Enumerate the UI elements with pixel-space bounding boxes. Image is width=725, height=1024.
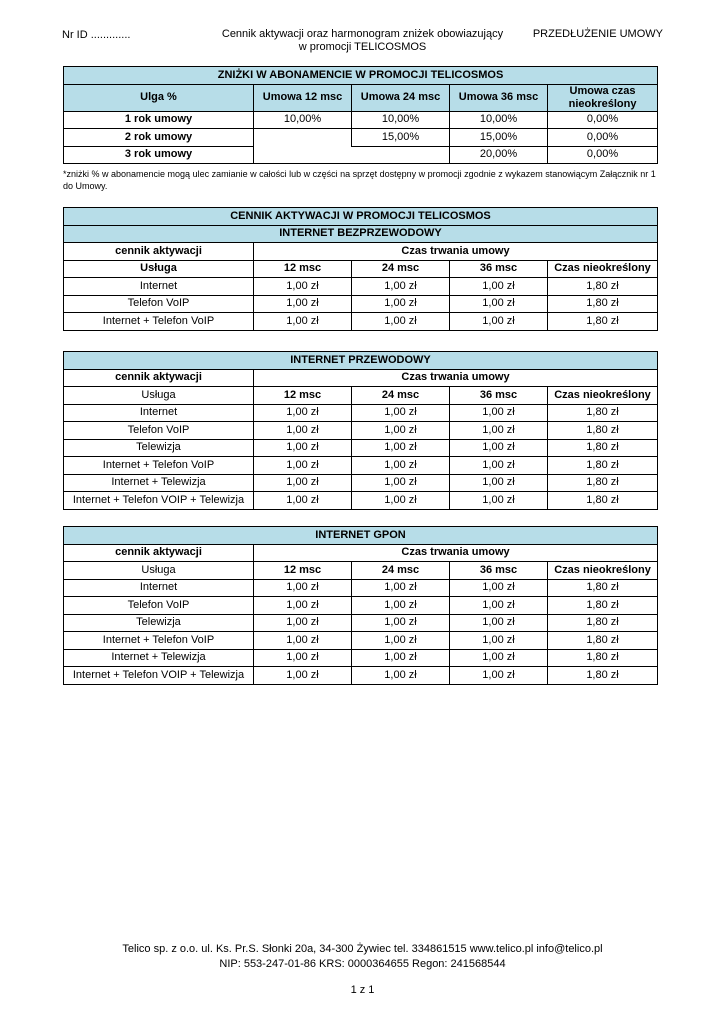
- price-cell: 1,80 zł: [548, 404, 658, 422]
- table-row: [64, 439, 658, 457]
- price-cell: 1,00 zł: [450, 649, 548, 667]
- price-cell: 1,80 zł: [548, 278, 658, 296]
- cell-value: 0,00%: [548, 129, 658, 147]
- cell-value: 0,00%: [548, 146, 658, 164]
- price-cell: 1,00 zł: [254, 295, 352, 313]
- col-header-ulga: Ulga %: [64, 84, 254, 111]
- cell-empty: [254, 146, 450, 164]
- table-row: [64, 422, 658, 440]
- price-cell: 1,80 zł: [548, 457, 658, 475]
- price-cell: 1,00 zł: [352, 597, 450, 615]
- service-name: Internet + Telewizja: [64, 649, 254, 667]
- price-cell: 1,00 zł: [450, 422, 548, 440]
- document-type: PRZEDŁUŻENIE UMOWY: [532, 28, 663, 40]
- price-cell: 1,00 zł: [352, 474, 450, 492]
- price-cell: 1,00 zł: [450, 597, 548, 615]
- czas-label: Czas trwania umowy: [254, 544, 658, 562]
- price-cell: 1,80 zł: [548, 295, 658, 313]
- service-name: Telefon VoIP: [64, 597, 254, 615]
- table-row: [64, 492, 658, 510]
- price-cell: 1,00 zł: [450, 614, 548, 632]
- cell-value: 20,00%: [450, 146, 548, 164]
- col-header-24: 24 msc: [352, 260, 450, 278]
- price-cell: 1,00 zł: [352, 278, 450, 296]
- service-name: Internet: [64, 404, 254, 422]
- service-name: Telewizja: [64, 439, 254, 457]
- price-cell: 1,00 zł: [450, 492, 548, 510]
- cennik-label: cennik aktywacji: [64, 243, 254, 261]
- cell-value: 10,00%: [254, 111, 352, 129]
- table-row: [64, 667, 658, 685]
- price-cell: 1,80 zł: [548, 632, 658, 650]
- table-row: [64, 579, 658, 597]
- document-title: [200, 28, 525, 54]
- nr-id: Nr ID .............: [62, 29, 131, 41]
- activation-wired-table: [63, 351, 658, 510]
- table-row: [64, 129, 658, 147]
- col-header-service: Usługa: [64, 562, 254, 580]
- price-cell: 1,00 zł: [450, 667, 548, 685]
- table-row: [64, 474, 658, 492]
- section-title: INTERNET GPON: [64, 527, 658, 545]
- service-name: Internet + Telefon VOIP + Telewizja: [64, 667, 254, 685]
- price-cell: 1,00 zł: [254, 649, 352, 667]
- service-name: Internet: [64, 278, 254, 296]
- price-cell: 1,00 zł: [352, 614, 450, 632]
- activation-title: CENNIK AKTYWACJI W PROMOCJI TELICOSMOS: [64, 208, 658, 226]
- price-cell: 1,00 zł: [450, 439, 548, 457]
- price-cell: 1,80 zł: [548, 667, 658, 685]
- price-cell: 1,00 zł: [254, 614, 352, 632]
- page-number: 1 z 1: [350, 984, 375, 996]
- service-name: Internet + Telewizja: [64, 474, 254, 492]
- price-cell: 1,00 zł: [254, 278, 352, 296]
- price-cell: 1,00 zł: [450, 295, 548, 313]
- service-name: Internet + Telefon VOIP + Telewizja: [64, 492, 254, 510]
- service-name: Telefon VoIP: [64, 422, 254, 440]
- price-cell: 1,00 zł: [352, 632, 450, 650]
- price-cell: 1,00 zł: [352, 313, 450, 331]
- price-cell: 1,80 zł: [548, 474, 658, 492]
- service-name: Telefon VoIP: [64, 295, 254, 313]
- cennik-label: cennik aktywacji: [64, 369, 254, 387]
- cell-value: 10,00%: [352, 111, 450, 129]
- discounts-title: ZNIŻKI W ABONAMENCIE W PROMOCJI TELICOSMOS: [64, 67, 658, 85]
- col-header-12: Umowa 12 msc: [254, 84, 352, 111]
- price-cell: 1,80 zł: [548, 649, 658, 667]
- cell-value: 0,00%: [548, 111, 658, 129]
- price-cell: 1,00 zł: [254, 404, 352, 422]
- cell-empty: [254, 129, 352, 147]
- col-header-24: 24 msc: [352, 562, 450, 580]
- col-header-36: 36 msc: [450, 562, 548, 580]
- price-cell: 1,00 zł: [254, 597, 352, 615]
- activation-gpon-table: [63, 526, 658, 685]
- table-row: [64, 404, 658, 422]
- price-cell: 1,00 zł: [254, 439, 352, 457]
- cennik-label: cennik aktywacji: [64, 544, 254, 562]
- service-name: Telewizja: [64, 614, 254, 632]
- price-cell: 1,00 zł: [450, 632, 548, 650]
- col-header-24: 24 msc: [352, 387, 450, 405]
- col-header-36: Umowa 36 msc: [450, 84, 548, 111]
- table-row: [64, 597, 658, 615]
- table-row: [64, 295, 658, 313]
- czas-label: Czas trwania umowy: [254, 369, 658, 387]
- table-row: [64, 146, 658, 164]
- footer: [0, 942, 725, 972]
- col-header-indefinite: Czas nieokreślony: [548, 260, 658, 278]
- col-header-36: 36 msc: [450, 387, 548, 405]
- discounts-table: [63, 66, 658, 164]
- service-name: Internet + Telefon VoIP: [64, 457, 254, 475]
- price-cell: 1,00 zł: [450, 457, 548, 475]
- price-cell: 1,00 zł: [352, 295, 450, 313]
- section-title: INTERNET PRZEWODOWY: [64, 352, 658, 370]
- col-header-24: Umowa 24 msc: [352, 84, 450, 111]
- price-cell: 1,80 zł: [548, 492, 658, 510]
- table-row: [64, 313, 658, 331]
- price-cell: 1,00 zł: [254, 492, 352, 510]
- table-row: [64, 111, 658, 129]
- cell-value: 15,00%: [352, 129, 450, 147]
- price-cell: 1,80 zł: [548, 579, 658, 597]
- table-row: [64, 457, 658, 475]
- price-cell: 1,00 zł: [352, 404, 450, 422]
- col-header-12: 12 msc: [254, 562, 352, 580]
- price-cell: 1,00 zł: [254, 474, 352, 492]
- price-cell: 1,80 zł: [548, 313, 658, 331]
- title-line-2: w promocji TELICOSMOS: [298, 41, 427, 53]
- col-header-36: 36 msc: [450, 260, 548, 278]
- table-row: [64, 278, 658, 296]
- row-label: 3 rok umowy: [64, 146, 254, 164]
- price-cell: 1,80 zł: [548, 597, 658, 615]
- table-row: [64, 614, 658, 632]
- col-header-12: 12 msc: [254, 260, 352, 278]
- discounts-note: *zniżki % w abonamencie mogą ulec zamianie w całości lub w części na sprzęt dostępny w promocji zgodnie z wykazem stanowiącym Załącznik nr 1 do Umowy.: [63, 169, 656, 191]
- price-cell: 1,80 zł: [548, 439, 658, 457]
- price-cell: 1,00 zł: [450, 278, 548, 296]
- col-header-indefinite: Czas nieokreślony: [548, 387, 658, 405]
- service-name: Internet + Telefon VoIP: [64, 313, 254, 331]
- price-cell: 1,80 zł: [548, 614, 658, 632]
- price-cell: 1,00 zł: [450, 474, 548, 492]
- price-cell: 1,00 zł: [254, 313, 352, 331]
- title-line-1: Cennik aktywacji oraz harmonogram zniżek obowiazujący: [221, 28, 504, 40]
- discounts-title-row: [64, 67, 658, 85]
- row-label: 2 rok umowy: [64, 129, 254, 147]
- cell-value: 10,00%: [450, 111, 548, 129]
- col-header-indefinite: Czas nieokreślony: [548, 562, 658, 580]
- row-label: 1 rok umowy: [64, 111, 254, 129]
- price-cell: 1,00 zł: [450, 579, 548, 597]
- price-cell: 1,00 zł: [352, 422, 450, 440]
- col-header-service: Usługa: [64, 260, 254, 278]
- footer-registration: NIP: 553-247-01-86 KRS: 0000364655 Regon: 241568544: [219, 958, 506, 970]
- discounts-header-row: [64, 84, 658, 111]
- footer-company: Telico sp. z o.o. ul. Ks. Pr.S. Słonki 20a, 34-300 Żywiec tel. 334861515 www.telico.pl info@telico.pl: [122, 943, 603, 955]
- service-name: Internet + Telefon VoIP: [64, 632, 254, 650]
- price-cell: 1,00 zł: [254, 632, 352, 650]
- col-header-service: Usługa: [64, 387, 254, 405]
- section-title: INTERNET BEZPRZEWODOWY: [64, 225, 658, 243]
- price-cell: 1,00 zł: [450, 404, 548, 422]
- price-cell: 1,00 zł: [352, 439, 450, 457]
- price-cell: 1,00 zł: [352, 649, 450, 667]
- table-row: [64, 632, 658, 650]
- price-cell: 1,00 zł: [254, 422, 352, 440]
- price-cell: 1,00 zł: [254, 667, 352, 685]
- price-cell: 1,00 zł: [352, 579, 450, 597]
- cell-value: 15,00%: [450, 129, 548, 147]
- col-header-12: 12 msc: [254, 387, 352, 405]
- activation-wireless-table: [63, 207, 658, 331]
- table-row: [64, 649, 658, 667]
- price-cell: 1,00 zł: [352, 492, 450, 510]
- price-cell: 1,00 zł: [254, 579, 352, 597]
- price-cell: 1,00 zł: [254, 457, 352, 475]
- service-name: Internet: [64, 579, 254, 597]
- price-cell: 1,00 zł: [352, 667, 450, 685]
- price-cell: 1,00 zł: [450, 313, 548, 331]
- price-cell: 1,80 zł: [548, 422, 658, 440]
- col-header-indefinite: Umowa czas nieokreślony: [548, 84, 658, 111]
- price-cell: 1,00 zł: [352, 457, 450, 475]
- czas-label: Czas trwania umowy: [254, 243, 658, 261]
